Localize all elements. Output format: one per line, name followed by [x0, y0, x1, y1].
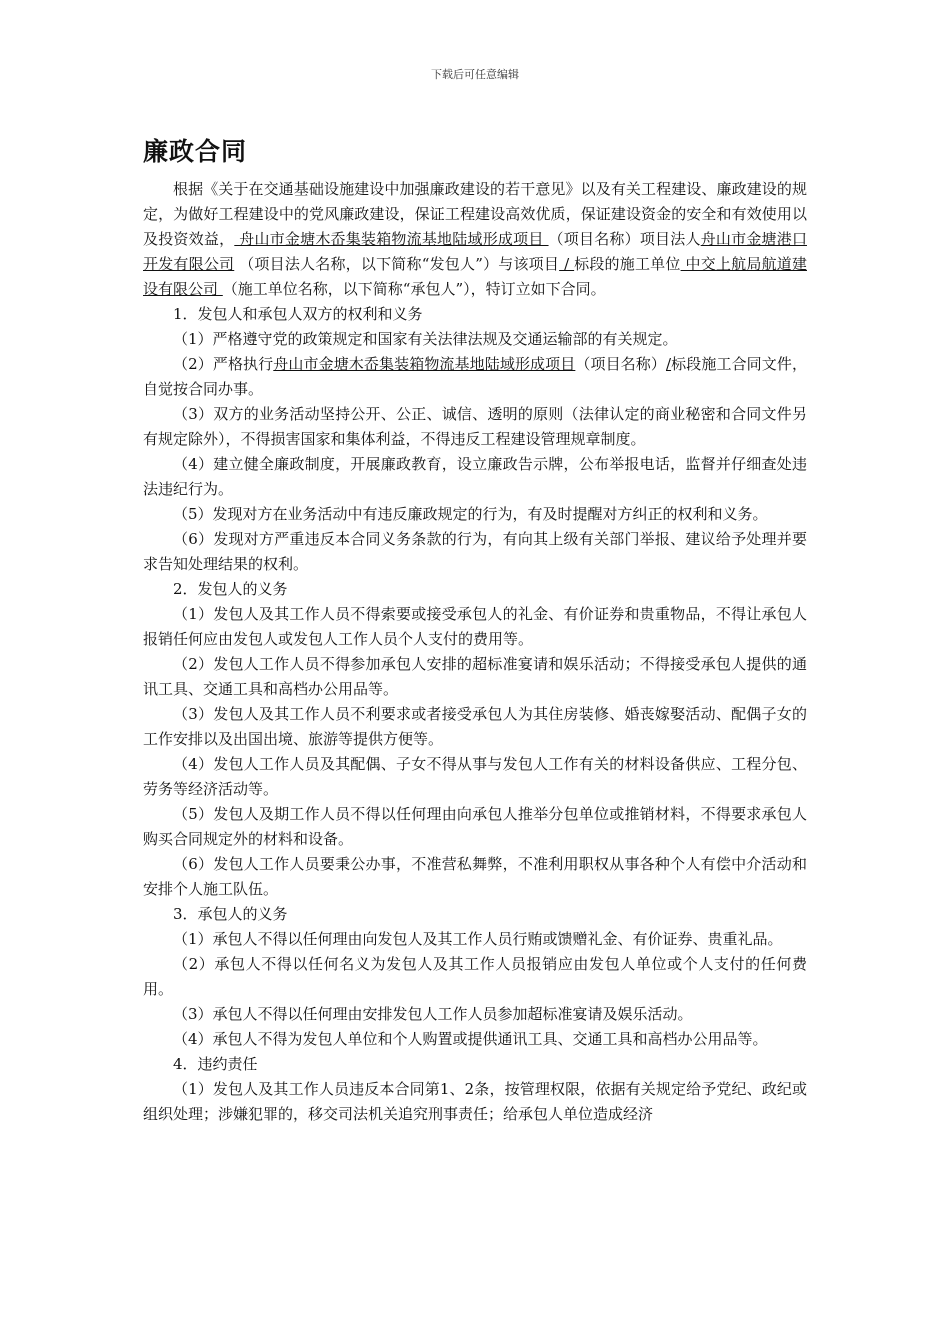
section-4-heading: 4．违约责任 [173, 1055, 258, 1073]
intro-text-5: （施工单位名称，以下简称“承包人”），特订立如下合同。 [222, 280, 606, 298]
contractor-name-field: 中交上航局航道建设有限公司 [143, 255, 807, 298]
section-2-heading: 2．发包人的义务 [173, 580, 288, 598]
section-1-clause-1: （1）严格遵守党的政策规定和国家有关法律法规及交通运输部的有关规定。 [173, 330, 678, 348]
project-name-field: 舟山市金塘木岙集装箱物流基地陆域形成项目 [234, 230, 549, 248]
section-2-clause-4: （4）发包人工作人员及其配偶、子女不得从事与发包人工作有关的材料设备供应、工程分包、劳务等经济活动等。 [143, 755, 807, 798]
section-1-clause-3: （3）双方的业务活动坚持公开、公正、诚信、透明的原则（法律认定的商业秘密和合同文件另有规定除外），不得损害国家和集体利益，不得违反工程建设管理规章制度。 [143, 405, 807, 448]
clause-2-project-field: 舟山市金塘木岙集装箱物流基地陆域形成项目 [273, 355, 576, 373]
section-4-clause-1: （1）发包人及其工作人员违反本合同第1、2条，按管理权限，依据有关规定给予党纪、政纪或组织处理；涉嫌犯罪的，移交司法机关追究刑事责任；给承包人单位造成经济 [143, 1080, 807, 1123]
section-2-clause-3: （3）发包人及其工作人员不利要求或者接受承包人为其住房装修、婚丧嫁娶活动、配偶子女的工作安排以及出国出境、旅游等提供方便等。 [143, 705, 807, 748]
clause-2-text-a: （2）严格执行 [173, 355, 274, 373]
clause-2-text-b: （项目名称） [575, 355, 666, 373]
section-1-heading: 1．发包人和承包人双方的权利和义务 [173, 305, 423, 323]
section-2-clause-2: （2）发包人工作人员不得参加承包人安排的超标准宴请和娱乐活动；不得接受承包人提供的通讯工具、交通工具和高档办公用品等。 [143, 655, 807, 698]
intro-text-1: 根据《关于在交通基础设施建设中加强廉政建设的若干意见》以及有关工程建设、廉政建设的规定，为做好工程建设中的党风廉政建设，保证工程建设高效优质，保证建设资金的安全和有效使用以及投资效益， [143, 180, 807, 248]
download-note: 下载后可任意编辑 [431, 68, 519, 81]
section-3-clause-1: （1）承包人不得以任何理由向发包人及其工作人员行贿或馈赠礼金、有价证券、贵重礼品。 [173, 930, 783, 948]
section-1-clause-2 [143, 352, 807, 402]
section-2-clause-6: （6）发包人工作人员要秉公办事，不准营私舞弊，不准利用职权从事各种个人有偿中介活动和安排个人施工队伍。 [143, 855, 807, 898]
intro-text-4: 标段的施工单位 [574, 255, 681, 273]
clause-2-text-c: 标段施工合同文件，自觉按合同办事。 [143, 355, 807, 398]
section-3-clause-4: （4）承包人不得为发包人单位和个人购置或提供通讯工具、交通工具和高档办公用品等。 [173, 1030, 768, 1048]
section-1-clause-4: （4）建立健全廉政制度，开展廉政教育，设立廉政告示牌，公布举报电话，监督并仔细查处违法违纪行为。 [143, 455, 807, 498]
intro-text-3: （项目法人名称，以下简称“发包人”）与该项目 [234, 255, 560, 273]
section-3-heading: 3．承包人的义务 [173, 905, 288, 923]
intro-paragraph [143, 177, 807, 302]
document-title: 廉政合同 [143, 137, 248, 166]
section-1-clause-5: （5）发现对方在业务活动中有违反廉政规定的行为，有及时提醒对方纠正的权利和义务。 [173, 505, 768, 523]
intro-text-2: （项目名称）项目法人 [548, 230, 701, 248]
section-field: / [559, 255, 575, 273]
clause-2-section-field: / [665, 355, 672, 373]
section-3-clause-2: （2）承包人不得以任何名义为发包人及其工作人员报销应由发包人单位或个人支付的任何费用。 [143, 955, 807, 998]
section-2-clause-5: （5）发包人及期工作人员不得以任何理由向承包人推举分包单位或推销材料，不得要求承包人购买合同规定外的材料和设备。 [143, 805, 807, 848]
section-1-clause-6: （6）发现对方严重违反本合同义务条款的行为，有向其上级有关部门举报、建议给予处理并要求告知处理结果的权利。 [143, 530, 807, 573]
owner-name-field: 舟山市金塘港口开发有限公司 [143, 230, 807, 273]
document-body [143, 177, 807, 1127]
section-2-clause-1: （1）发包人及其工作人员不得索要或接受承包人的礼金、有价证券和贵重物品，不得让承包人报销任何应由发包人或发包人工作人员个人支付的费用等。 [143, 605, 807, 648]
section-3-clause-3: （3）承包人不得以任何理由安排发包人工作人员参加超标准宴请及娱乐活动。 [173, 1005, 693, 1023]
